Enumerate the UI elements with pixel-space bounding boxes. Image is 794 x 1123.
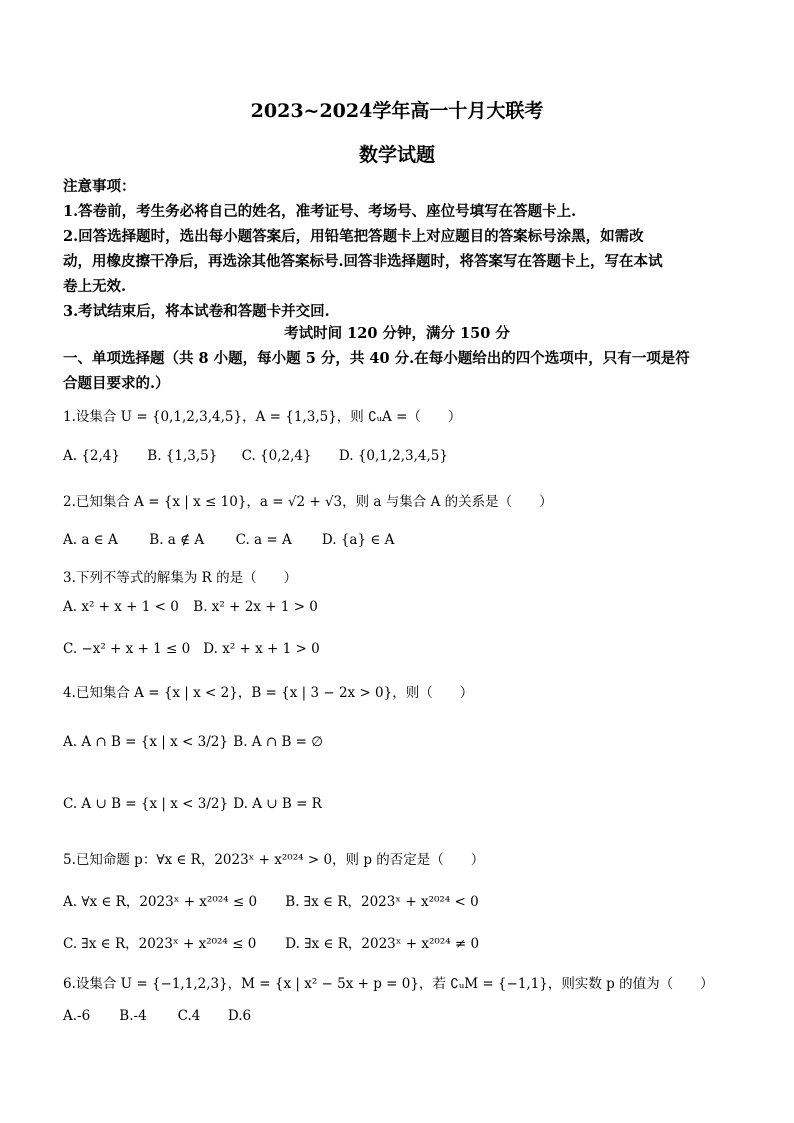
q3-option-b: B. x² + 2x + 1 > 0	[193, 599, 318, 615]
notes-heading: 注意事项：	[63, 178, 136, 195]
section-heading-line-2: 合题目要求的.）	[63, 375, 170, 392]
q1-option-b: B. {1,3,5}	[147, 448, 218, 464]
question-2-options	[63, 532, 394, 548]
section-heading	[63, 346, 735, 396]
question-6-stem: 6.设集合 U = {−1,1,2,3}，M = {x | x² − 5x + p = 0}，若 ∁ᵤM = {−1,1}，则实数 p 的值为（ ）	[63, 976, 714, 992]
notes-item-2-line-3: 卷上无效.	[63, 278, 127, 295]
q4-option-a: A. A ∩ B = {x | x < 3/2}	[63, 734, 228, 750]
q5-option-c: C. ∃x ∈ R，2023ˣ + x²⁰²⁴ ≤ 0	[63, 936, 257, 952]
notes-block	[63, 174, 735, 324]
q3-option-c: C. −x² + x + 1 ≤ 0	[63, 641, 191, 657]
question-1-options	[63, 448, 448, 464]
q1-option-c: C. {0,2,4}	[241, 448, 312, 464]
notes-item-1: 1.答卷前，考生务必将自己的姓名，准考证号、考场号、座位号填写在答题卡上.	[63, 203, 577, 220]
notes-item-2-line-1: 2.回答选择题时，选出每小题答案后，用铅笔把答题卡上对应题目的答案标号涂黑，如需改	[63, 228, 644, 245]
q5-option-d: D. ∃x ∈ R，2023ˣ + x²⁰²⁴ ≠ 0	[285, 936, 480, 952]
notes-item-2-line-2: 动，用橡皮擦干净后，再选涂其他答案标号.回答非选择题时，将答案写在答题卡上，写在本试	[63, 253, 663, 270]
q2-option-c: C. a = A	[235, 532, 292, 548]
section-heading-line-1: 一、单项选择题（共 8 小题，每小题 5 分，共 40 分.在每小题给出的四个选项中，只有一项是符	[63, 350, 690, 367]
q2-option-b: B. a ∉ A	[149, 532, 205, 548]
exam-title: 2023~2024学年高一十月大联考	[250, 100, 544, 122]
notes-item-3: 3.考试结束后，将本试卷和答题卡并交回.	[63, 303, 330, 320]
question-4-options-row-2	[63, 796, 322, 812]
question-5-options-row-1	[63, 890, 479, 910]
q6-option-c: C.4	[177, 1008, 201, 1024]
q4-option-d: D. A ∪ B = R	[233, 796, 322, 812]
q3-option-a: A. x² + x + 1 < 0	[63, 599, 179, 615]
question-4-stem: 4.已知集合 A = {x | x < 2}，B = {x | 3 − 2x > 0}，则（ ）	[63, 685, 474, 701]
question-1-stem: 1.设集合 U = {0,1,2,3,4,5}，A = {1,3,5}，则 ∁ᵤA =（ ）	[63, 409, 462, 425]
q5-option-a: A. ∀x ∈ R，2023ˣ + x²⁰²⁴ ≤ 0	[63, 894, 258, 910]
question-3-stem: 3.下列不等式的解集为 R 的是（ ）	[63, 570, 298, 586]
q5-option-b: B. ∃x ∈ R，2023ˣ + x²⁰²⁴ < 0	[285, 894, 479, 910]
q1-option-a: A. {2,4}	[63, 448, 120, 464]
question-3-options-row-2	[63, 641, 320, 657]
q1-option-d: D. {0,1,2,3,4,5}	[338, 448, 448, 464]
question-3-options-row-1	[63, 599, 318, 615]
question-2-stem: 2.已知集合 A = {x | x ≤ 10}，a = √2 + √3，则 a 与集合 A 的关系是（ ）	[63, 494, 553, 510]
q2-option-d: D. {a} ∈ A	[321, 532, 395, 548]
q3-option-d: D. x² + x + 1 > 0	[203, 641, 320, 657]
question-5-stem: 5.已知命题 p：∀x ∈ R，2023ˣ + x²⁰²⁴ > 0，则 p 的否定是（ ）	[63, 852, 485, 868]
q4-option-b: B. A ∩ B = ∅	[233, 734, 324, 750]
question-5-options-row-2	[63, 932, 479, 952]
q6-option-a: A.-6	[63, 1008, 91, 1024]
question-6-options	[63, 1008, 251, 1024]
q4-option-c: C. A ∪ B = {x | x < 3/2}	[63, 796, 229, 812]
q6-option-b: B.-4	[119, 1008, 147, 1024]
subject-title: 数学试题	[358, 144, 435, 166]
q6-option-d: D.6	[227, 1008, 252, 1024]
question-4-options-row-1	[63, 734, 323, 750]
q2-option-a: A. a ∈ A	[63, 532, 118, 548]
exam-time: 考试时间 120 分钟，满分 150 分	[284, 325, 510, 342]
